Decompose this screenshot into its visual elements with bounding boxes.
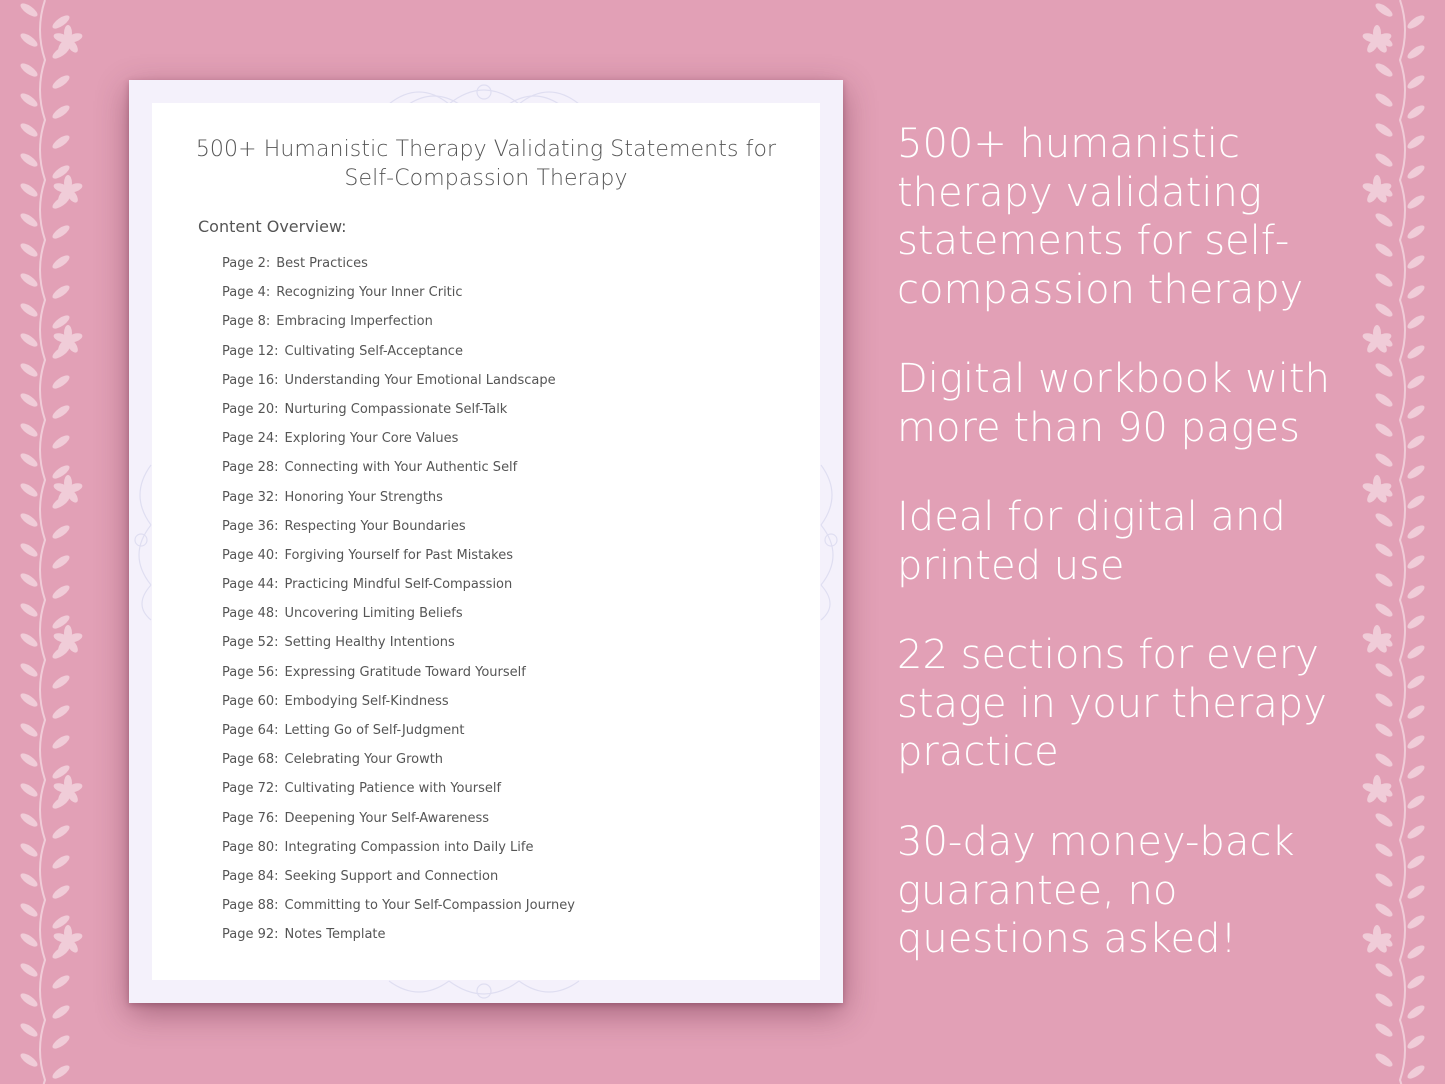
toc-page-number: Page 16:	[222, 372, 279, 388]
toc-section-title: Exploring Your Core Values	[284, 431, 459, 447]
toc-section-title: Understanding Your Emotional Landscape	[284, 372, 556, 388]
toc-item	[222, 254, 575, 283]
toc-item	[222, 517, 575, 546]
toc-section-title: Embracing Imperfection	[276, 314, 433, 330]
document-title: 500+ Humanistic Therapy Validating Statements for Self-Compassion Therapy	[195, 137, 777, 191]
toc-item	[222, 371, 575, 400]
toc-page-number: Page 24:	[222, 431, 279, 447]
toc-page-number: Page 32:	[222, 489, 279, 505]
toc-page-number: Page 60:	[222, 693, 279, 709]
toc-item	[222, 312, 575, 341]
toc-page-number: Page 4:	[222, 285, 271, 301]
toc-page-number: Page 48:	[222, 606, 279, 622]
feature-sections: 22 sections for every stage in your therapy practice	[897, 632, 1327, 775]
toc-item	[222, 604, 575, 633]
document-page	[152, 103, 820, 980]
toc-item	[222, 896, 575, 925]
toc-page-number: Page 40:	[222, 547, 279, 563]
toc-item	[222, 692, 575, 721]
toc-section-title: Expressing Gratitude Toward Yourself	[284, 664, 526, 680]
toc-page-number: Page 92:	[222, 927, 279, 943]
toc-page-number: Page 56:	[222, 664, 279, 680]
toc-item	[222, 400, 575, 429]
toc-section-title: Cultivating Patience with Yourself	[284, 781, 502, 797]
toc-item	[222, 458, 575, 487]
feature-guarantee: 30-day money-back guarantee, no questions asked!	[897, 819, 1295, 962]
toc-item	[222, 779, 575, 808]
toc-page-number: Page 28:	[222, 460, 279, 476]
toc-section-title: Recognizing Your Inner Critic	[276, 285, 463, 301]
toc-item	[222, 575, 575, 604]
toc-section-title: Committing to Your Self-Compassion Journey	[284, 898, 575, 914]
toc-page-number: Page 84:	[222, 868, 279, 884]
table-of-contents	[222, 254, 575, 955]
toc-section-title: Honoring Your Strengths	[284, 489, 443, 505]
toc-page-number: Page 44:	[222, 577, 279, 593]
toc-page-number: Page 12:	[222, 343, 279, 359]
toc-section-title: Embodying Self-Kindness	[284, 693, 449, 709]
toc-section-title: Best Practices	[276, 256, 368, 271]
toc-item	[222, 546, 575, 575]
toc-item	[222, 809, 575, 838]
floral-vine-right	[1355, 0, 1445, 1084]
toc-item	[222, 283, 575, 312]
toc-page-number: Page 64:	[222, 723, 279, 738]
toc-item	[222, 429, 575, 458]
toc-section-title: Notes Template	[284, 927, 386, 943]
mandala-ornament-left	[129, 455, 153, 625]
toc-page-number: Page 2:	[222, 256, 271, 271]
toc-section-title: Setting Healthy Intentions	[284, 635, 455, 651]
toc-item	[222, 867, 575, 896]
toc-page-number: Page 80:	[222, 839, 279, 855]
feature-statements: 500+ humanistic therapy validating statements for self- compassion therapy	[897, 121, 1304, 313]
mandala-ornament-right	[819, 455, 843, 625]
toc-item	[222, 488, 575, 517]
toc-section-title: Cultivating Self-Acceptance	[284, 343, 463, 359]
toc-section-title: Forgiving Yourself for Past Mistakes	[284, 547, 513, 563]
toc-item	[222, 721, 575, 750]
toc-section-title: Integrating Compassion into Daily Life	[284, 839, 534, 855]
content-overview-heading: Content Overview:	[198, 217, 347, 236]
mandala-ornament-bottom	[379, 979, 589, 1003]
toc-section-title: Deepening Your Self-Awareness	[284, 810, 490, 826]
toc-item	[222, 342, 575, 371]
feature-digital-printed: Ideal for digital and printed use	[897, 494, 1286, 589]
toc-section-title: Letting Go of Self-Judgment	[284, 723, 465, 738]
toc-section-title: Celebrating Your Growth	[284, 752, 444, 768]
toc-page-number: Page 20:	[222, 401, 279, 417]
toc-page-number: Page 52:	[222, 635, 279, 651]
toc-section-title: Connecting with Your Authentic Self	[284, 460, 518, 476]
toc-section-title: Respecting Your Boundaries	[284, 518, 466, 534]
toc-section-title: Seeking Support and Connection	[284, 868, 499, 884]
feature-workbook-pages: Digital workbook with more than 90 pages	[897, 356, 1330, 451]
toc-page-number: Page 8:	[222, 314, 271, 330]
toc-item	[222, 925, 575, 954]
toc-section-title: Nurturing Compassionate Self-Talk	[284, 401, 508, 417]
toc-page-number: Page 36:	[222, 518, 279, 534]
floral-vine-left	[0, 0, 90, 1084]
toc-section-title: Practicing Mindful Self-Compassion	[284, 577, 513, 593]
document-preview	[129, 80, 843, 1003]
toc-section-title: Uncovering Limiting Beliefs	[284, 606, 463, 622]
toc-item	[222, 633, 575, 662]
toc-item	[222, 750, 575, 779]
toc-page-number: Page 68:	[222, 752, 279, 768]
toc-page-number: Page 76:	[222, 810, 279, 826]
toc-page-number: Page 88:	[222, 898, 279, 914]
toc-item	[222, 838, 575, 867]
toc-page-number: Page 72:	[222, 781, 279, 797]
toc-item	[222, 663, 575, 692]
